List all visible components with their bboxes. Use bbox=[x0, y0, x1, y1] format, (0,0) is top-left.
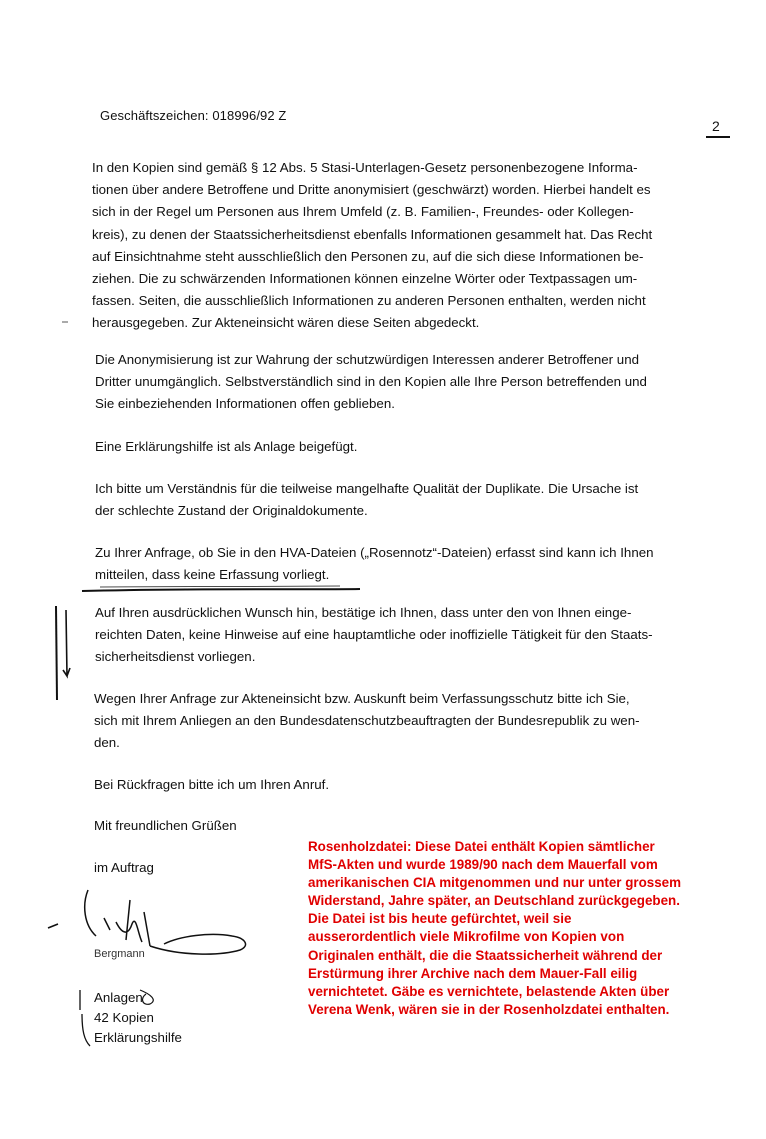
text-line: sich in der Regel um Personen aus Ihrem Umfeld (z. B. Familien-, Freundes- oder Kollegen- bbox=[92, 204, 634, 220]
note-line: Widerstand, Jahre später, an Deutschland zurückgegeben. bbox=[308, 893, 680, 909]
reference-number: Geschäftszeichen: 018996/92 Z bbox=[100, 108, 287, 123]
text-line: sicherheitsdienst vorliegen. bbox=[95, 649, 256, 665]
text-line: Zu Ihrer Anfrage, ob Sie in den HVA-Dateien („Rosennotz“-Dateien) erfasst sind kann ich Ihnen bbox=[95, 545, 654, 560]
text-line: Bei Rückfragen bitte ich um Ihren Anruf. bbox=[94, 777, 330, 792]
note-line: ausserordentlich viele Mikrofilme von Kopien von bbox=[308, 929, 625, 945]
note-line: Rosenholzdatei: Diese Datei enthält Kopien sämtlicher bbox=[308, 839, 655, 854]
note-line: Erstürmung ihrer Archive nach dem Mauer-Fall eilig bbox=[308, 965, 638, 981]
signer-name: Bergmann bbox=[94, 948, 145, 960]
text-line: Wegen Ihrer Anfrage zur Akteneinsicht bzw. Auskunft beim Verfassungsschutz bitte ich Sie, bbox=[94, 691, 630, 706]
text-line: Auf Ihren ausdrücklichen Wunsch hin, bestätige ich Ihnen, dass unter den von Ihnen einge- bbox=[95, 605, 632, 620]
enclosure-heading: Anlagen bbox=[94, 990, 143, 1005]
note-line: MfS-Akten und wurde 1989/90 nach dem Mauerfall vom bbox=[308, 857, 658, 873]
text-line: Eine Erklärungshilfe ist als Anlage beigefügt. bbox=[95, 439, 358, 454]
text-line: der schlechte Zustand der Originaldokumente. bbox=[95, 503, 368, 519]
page-number: 2 bbox=[712, 118, 720, 134]
margin-bracket-arrow bbox=[63, 610, 70, 676]
enclosures-list bbox=[94, 988, 182, 1048]
text-line: Dritter unumgänglich. Selbstverständlich sind in den Kopien alle Ihre Person betreffenden und bbox=[95, 374, 647, 390]
margin-bracket bbox=[56, 606, 57, 700]
margin-tick bbox=[48, 924, 58, 928]
text-line: Sie einbeziehenden Informationen offen geblieben. bbox=[95, 396, 395, 412]
note-line: amerikanischen CIA mitgenommen und nur unter grossem bbox=[308, 875, 682, 891]
note-line: Originalen enthält, die die Staatssicherheit während der bbox=[308, 947, 663, 963]
on-behalf-label: im Auftrag bbox=[94, 860, 154, 875]
note-line: Die Datei ist bis heute gefürchtet, weil sie bbox=[308, 911, 572, 927]
text-line: auf Einsichtnahme steht ausschließlich den Personen zu, auf die sich diese Informationen be- bbox=[92, 248, 644, 264]
text-line: kreis), zu denen der Staatssicherheitsdienst ebenfalls Informationen gesammelt hat. Das Recht bbox=[92, 226, 653, 242]
closing-greeting: Mit freundlichen Grüßen bbox=[94, 818, 237, 833]
page-number-underline bbox=[706, 136, 730, 138]
paragraph-anonymization-reason bbox=[95, 349, 735, 416]
paragraph-explanation-enclosed bbox=[95, 436, 735, 458]
text-line: sich mit Ihrem Anliegen an den Bundesdatenschutzbeauftragten der Bundesrepublik zu wen- bbox=[94, 713, 640, 729]
handwritten-underline bbox=[82, 589, 360, 591]
enclosure-bracket bbox=[80, 990, 90, 1046]
text-line: tionen über andere Betroffene und Dritte anonymisiert (geschwärzt) worden. Hierbei handelt es bbox=[92, 182, 651, 198]
paragraph-verfassungsschutz bbox=[94, 688, 734, 755]
paragraph-hva-files bbox=[95, 542, 735, 586]
note-line: vernichtetet. Gäbe es vernichtete, belastende Akten über bbox=[308, 983, 670, 999]
text-line: herausgegeben. Zur Akteneinsicht wären diese Seiten abgedeckt. bbox=[92, 315, 480, 331]
text-line: fassen. Seiten, die ausschließlich Informationen zu anderen Personen enthalten, werden nicht bbox=[92, 293, 646, 309]
text-line: reichten Daten, keine Hinweise auf eine hauptamtliche oder inoffizielle Tätigkeit für den Staats- bbox=[95, 627, 653, 643]
text-line: Die Anonymisierung ist zur Wahrung der schutzwürdigen Interessen anderer Betroffener und bbox=[95, 352, 639, 367]
text-line: mitteilen, dass keine Erfassung vorliegt. bbox=[95, 567, 330, 583]
note-line: Verena Wenk, wären sie in der Rosenholzdatei enthalten. bbox=[308, 1001, 670, 1017]
paragraph-anonymization-info bbox=[92, 157, 732, 335]
paragraph-no-activity-confirmation bbox=[95, 602, 735, 669]
enclosure-item: Erklärungshilfe bbox=[94, 1030, 182, 1045]
text-line: den. bbox=[94, 735, 120, 751]
text-line: ziehen. Die zu schwärzenden Informationen können einzelne Wörter oder Textpassagen um- bbox=[92, 271, 638, 287]
text-line: Ich bitte um Verständnis für die teilweise mangelhafte Qualität der Duplikate. Die Ursache ist bbox=[95, 481, 639, 496]
paragraph-quality-notice bbox=[95, 478, 735, 522]
paragraph-questions bbox=[94, 774, 734, 796]
red-annotation-note bbox=[308, 838, 738, 1019]
signature bbox=[85, 890, 246, 954]
enclosure-item: 42 Kopien bbox=[94, 1010, 154, 1025]
text-line: In den Kopien sind gemäß § 12 Abs. 5 Stasi-Unterlagen-Gesetz personenbezogene Informa- bbox=[92, 160, 638, 175]
